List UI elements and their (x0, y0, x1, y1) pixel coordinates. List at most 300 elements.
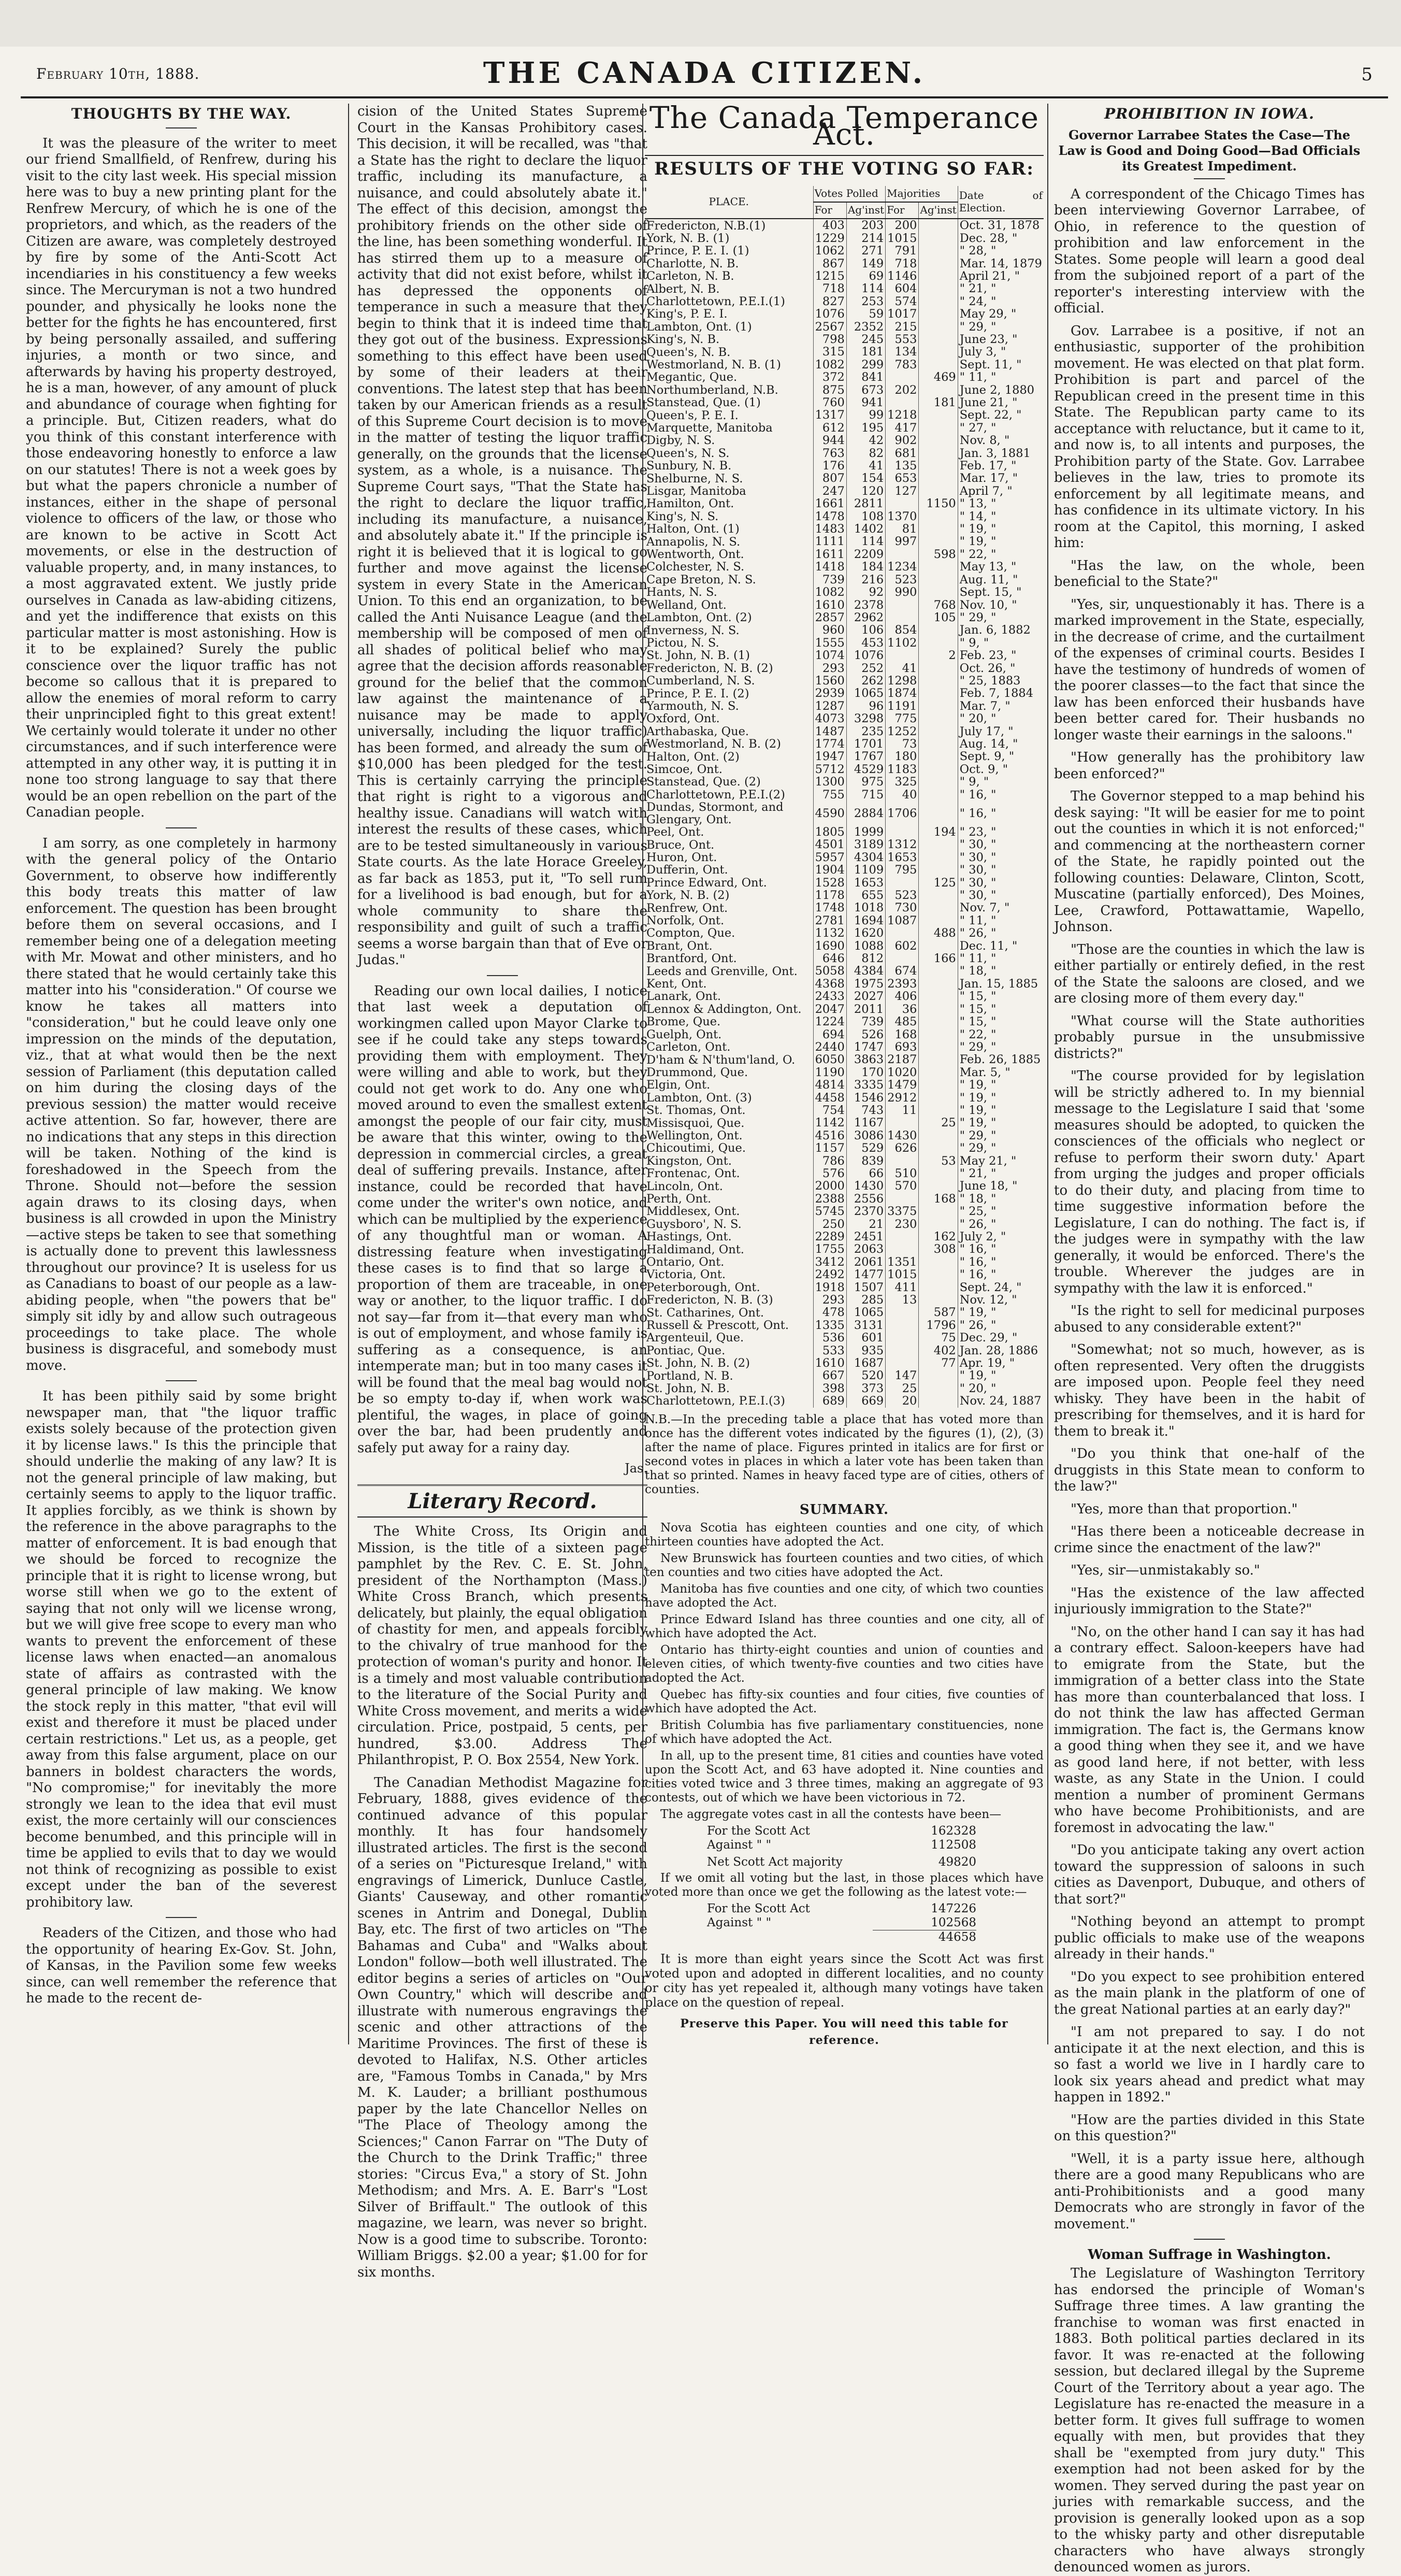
row-election-date: " 18, " (958, 1193, 1044, 1205)
row-place: Wentworth, Ont. (646, 548, 744, 562)
row-majority-for: 1087 (886, 914, 919, 927)
row-majority-for: 134 (886, 346, 919, 358)
row-majority-against: 469 (919, 371, 958, 383)
row-votes-for: 4516 (813, 1129, 846, 1142)
row-election-date: " 22, " (958, 548, 1044, 561)
row-place: Haldimand, Ont. (646, 1242, 744, 1256)
row-place: Prince Edward, Ont. (646, 876, 767, 890)
row-election-date: " 20, " (958, 712, 1044, 725)
row-majority-against (919, 282, 958, 295)
row-majority-for: 1234 (886, 561, 919, 573)
row-votes-against: 520 (846, 1369, 885, 1382)
row-votes-against: 271 (846, 245, 885, 257)
row-majority-against: 2 (919, 649, 958, 662)
table-row (645, 321, 1044, 333)
row-election-date: " 19, " (958, 1117, 1044, 1129)
section-rule (166, 1380, 197, 1381)
row-majority-for: 230 (886, 1218, 919, 1230)
col-header-against: Ag'inst (919, 202, 958, 219)
row-votes-against: 4529 (846, 763, 885, 776)
title-rule (645, 155, 1044, 156)
row-majority-for: 406 (886, 990, 919, 1003)
page-number: 5 (1361, 64, 1373, 85)
row-place: Kingston, Ont. (646, 1154, 732, 1168)
page-edge (0, 0, 1401, 47)
row-majority-against (919, 687, 958, 699)
row-place: Lanark, Ont. (646, 990, 721, 1004)
row-place: Peterborough, Ont. (646, 1280, 760, 1294)
row-votes-against: 669 (846, 1395, 885, 1407)
row-place: York, N. B. (2) (646, 889, 730, 903)
row-votes-against: 2811 (846, 497, 885, 510)
row-votes-for: 1748 (813, 901, 846, 914)
net-majority-label: Net Scott Act majority (707, 1855, 843, 1869)
row-place: Stanstead, Que. (2) (646, 775, 761, 789)
row-majority-against (919, 1041, 958, 1053)
row-majority-for: 1479 (886, 1079, 919, 1091)
table-row (645, 1041, 1044, 1053)
table-row (645, 548, 1044, 561)
table-row (645, 1117, 1044, 1129)
row-election-date: Oct. 31, 1878 (958, 219, 1044, 232)
row-majority-against (919, 662, 958, 675)
row-majority-for: 25 (886, 1382, 919, 1395)
table-row (645, 952, 1044, 965)
row-votes-for: 4814 (813, 1079, 846, 1091)
table-row (645, 927, 1044, 939)
row-place: Peel, Ont. (646, 825, 704, 839)
row-votes-for: 2492 (813, 1268, 846, 1281)
interview-line: "Yes, sir—unmistakably so." (1071, 1563, 1260, 1578)
row-majority-for (886, 396, 919, 409)
row-votes-for: 755 (813, 789, 846, 801)
row-votes-for: 1190 (813, 1066, 846, 1079)
row-majority-for: 36 (886, 1003, 919, 1015)
row-election-date: " 14, " (958, 510, 1044, 523)
row-majority-for: 1191 (886, 700, 919, 712)
row-majority-for: 11 (886, 1104, 919, 1117)
row-votes-for: 5058 (813, 965, 846, 977)
interview-line: "What course will the State authorities probably pursue in the unsubmissive districts?" (1054, 1013, 1365, 1062)
row-votes-against: 715 (846, 789, 885, 801)
col-header-for: For (886, 202, 919, 219)
row-place: King's, N. B. (646, 333, 720, 347)
table-row (645, 725, 1044, 738)
row-majority-for (886, 952, 919, 965)
row-majority-for: 135 (886, 460, 919, 472)
row-votes-for: 2047 (813, 1003, 846, 1015)
row-election-date: " 11, " (958, 914, 1044, 927)
row-votes-for: 4501 (813, 838, 846, 851)
row-place: Halton, Ont. (1) (646, 522, 740, 536)
row-votes-against: 743 (846, 1104, 885, 1117)
table-row (645, 1357, 1044, 1369)
row-votes-against: 2378 (846, 599, 885, 611)
row-majority-against (919, 1218, 958, 1230)
row-votes-against: 66 (846, 1167, 885, 1180)
row-votes-for: 1287 (813, 700, 846, 712)
table-row (645, 1268, 1044, 1281)
row-votes-against: 69 (846, 270, 885, 282)
row-place: Chicoutimi, Que. (646, 1141, 746, 1155)
row-majority-for: 990 (886, 586, 919, 598)
row-election-date: Nov. 10, " (958, 599, 1044, 611)
interview-line: "Those are the counties in which the law is either partially or entirely defied, in the rest of the State the saloons are closed, and we are closing more of them every day." (1054, 941, 1365, 1006)
row-place: Missisquoi, Que. (646, 1116, 745, 1130)
thoughts-paragraph: It was the pleasure of the writer to meet our friend Smallfield, of Renfrew, during his visit to the city last week. His special mission here was to buy a new printing plant for the Renfrew Mercury, of which he is one of the proprietors, and which, as the readers of the Citizen are aware, was completely destroyed by fire by some of the Anti-Scott Act incendiaries in his constituency a few weeks since. The Mercuryman is not a two hundred pounder, and physically he looks none the better for the fights he has encountered, first by being personally assailed, and suffering injuries, a month or two since, and afterwards by having his property destroyed, he is a man, however, of any amount of pluck and abundance of courage when fighting for a principle. But, Citizen readers, what do you think of this constant interference with those endeavoring honestly to enforce a law on our statutes! There is not a week goes by but what the papers chronicle a number of instances, either in the shape of personal violence to officers of the law, or those who are known to be active in Scott Act movements, or else in the destruction of valuable property, and, in many instances, to a most aggravated extent. We justly pride ourselves in Canada as law-abiding citizens, and yet the indifference that exists on this particular matter is most astonishing. How is it to be explained? Surely the public conscience over the liquor traffic has not become so callous that it is prepared to allow the enemies of moral reform to carry their unprincipled fight to this great extent! We certainly would tolerate it under no other circumstances, and if such interference were attempted in any other way, it is putting it in none too strong language to say that there would be an open rebellion on the part of the Canadian people. (26, 135, 337, 820)
table-row (645, 333, 1044, 346)
row-majority-for: 20 (886, 1395, 919, 1407)
row-votes-for: 1178 (813, 889, 846, 901)
latest-votes (707, 1902, 976, 1944)
section-rule (166, 1917, 197, 1918)
row-votes-for: 1805 (813, 826, 846, 838)
table-row (645, 1180, 1044, 1192)
row-election-date: " 29, " (958, 1129, 1044, 1142)
row-majority-for: 200 (886, 219, 919, 232)
row-majority-for: 1020 (886, 1066, 919, 1079)
row-votes-against: 2061 (846, 1256, 885, 1268)
table-row (645, 308, 1044, 320)
row-votes-for: 875 (813, 384, 846, 396)
closing-paragraph: It is more than eight years since the Scott Act was first voted upon and adopted in different localities, and no county or city has yet repealed it, although many votings have taken place on the question of repeal. (645, 1952, 1044, 2010)
row-election-date: Dec. 29, " (958, 1332, 1044, 1344)
table-row (645, 675, 1044, 687)
row-votes-against: 1694 (846, 914, 885, 927)
row-votes-against: 262 (846, 675, 885, 687)
row-majority-for: 1351 (886, 1256, 919, 1268)
row-election-date: June 2, 1880 (958, 384, 1044, 396)
row-votes-against: 373 (846, 1382, 885, 1395)
row-majority-against (919, 1104, 958, 1117)
row-election-date: " 19, " (958, 1306, 1044, 1319)
row-votes-against: 154 (846, 472, 885, 484)
row-election-date: July 3, " (958, 346, 1044, 358)
row-election-date: Jan. 28, 1886 (958, 1344, 1044, 1357)
row-majority-against (919, 914, 958, 927)
row-votes-against: 3131 (846, 1319, 885, 1332)
row-majority-against (919, 586, 958, 598)
row-votes-against: 170 (846, 1066, 885, 1079)
row-election-date: " 19, " (958, 1369, 1044, 1382)
row-election-date: May 13, " (958, 561, 1044, 573)
row-votes-against: 655 (846, 889, 885, 901)
row-majority-for: 1706 (886, 801, 919, 826)
row-votes-for: 1755 (813, 1243, 846, 1255)
row-majority-against (919, 434, 958, 447)
row-votes-against: 2011 (846, 1003, 885, 1015)
row-votes-for: 1483 (813, 523, 846, 535)
row-election-date: " 25, " (958, 1205, 1044, 1218)
preserve-notice: Preserve this Paper. You will need this table for reference. (680, 2017, 1008, 2047)
row-majority-against (919, 889, 958, 901)
table-row (645, 447, 1044, 460)
row-votes-against: 1109 (846, 864, 885, 876)
row-place: Charlottetown, P.E.I.(2) (646, 788, 785, 802)
row-place: Inverness, N. S. (646, 623, 740, 637)
row-election-date: Nov. 8, " (958, 434, 1044, 447)
row-majority-for (886, 927, 919, 939)
row-place: Lennox & Addington, Ont. (646, 1002, 802, 1016)
row-votes-for: 1074 (813, 649, 846, 662)
row-majority-against (919, 574, 958, 586)
row-votes-against: 1167 (846, 1117, 885, 1129)
row-votes-against: 1701 (846, 738, 885, 750)
row-votes-for: 478 (813, 1306, 846, 1319)
row-votes-against: 92 (846, 586, 885, 598)
row-majority-against (919, 460, 958, 472)
interview-line: "I am not prepared to say. I do not anticipate it at the next election, and this is so fast a world we live in I hardly care to look six years ahead and predict what may happen in 1892." (1054, 2024, 1365, 2105)
row-place: Shelburne, N. S. (646, 471, 743, 485)
row-votes-for: 1610 (813, 1357, 846, 1369)
row-majority-against (919, 333, 958, 346)
row-election-date: " 28, " (958, 245, 1044, 257)
row-majority-against (919, 1180, 958, 1192)
row-majority-for: 147 (886, 1369, 919, 1382)
row-majority-for: 127 (886, 485, 919, 497)
agg-against-label: Against " " (707, 1838, 772, 1852)
table-row (645, 738, 1044, 750)
row-votes-against: 2451 (846, 1230, 885, 1243)
row-majority-against (919, 1294, 958, 1306)
row-votes-against: 114 (846, 282, 885, 295)
row-votes-against: 3086 (846, 1129, 885, 1142)
row-majority-for: 13 (886, 1294, 919, 1306)
row-majority-against (919, 308, 958, 320)
table-row (645, 763, 1044, 776)
table-row (645, 371, 1044, 383)
table-row (645, 801, 1044, 826)
row-votes-for: 763 (813, 447, 846, 460)
row-votes-against: 114 (846, 535, 885, 548)
row-votes-for: 807 (813, 472, 846, 484)
table-row (645, 1015, 1044, 1028)
row-votes-for: 1478 (813, 510, 846, 523)
table-row (645, 561, 1044, 573)
row-votes-against: 285 (846, 1294, 885, 1306)
row-majority-against: 168 (919, 1193, 958, 1205)
row-majority-for (886, 826, 919, 838)
row-votes-for: 4368 (813, 978, 846, 990)
row-majority-for: 202 (886, 384, 919, 396)
row-votes-for: 398 (813, 1382, 846, 1395)
row-votes-for: 176 (813, 460, 846, 472)
table-row (645, 346, 1044, 358)
row-election-date: " 16, " (958, 1268, 1044, 1281)
row-votes-for: 689 (813, 1395, 846, 1407)
row-majority-for (886, 1344, 919, 1357)
row-votes-for: 1142 (813, 1117, 846, 1129)
row-votes-for: 1076 (813, 308, 846, 320)
row-place: Carleton, N. B. (646, 269, 734, 283)
table-row (645, 1167, 1044, 1180)
row-majority-against: 308 (919, 1243, 958, 1255)
row-place: Stanstead, Que. (1) (646, 396, 761, 410)
row-votes-against: 3298 (846, 712, 885, 725)
column-4 (1054, 104, 1365, 2575)
row-votes-for: 867 (813, 257, 846, 270)
row-votes-for: 1157 (813, 1142, 846, 1154)
summary-item: British Columbia has five parliamentary constituencies, none of which have adopted the Act. (645, 1719, 1044, 1747)
table-row (645, 687, 1044, 699)
row-votes-for: 2440 (813, 1041, 846, 1053)
row-votes-for: 293 (813, 662, 846, 675)
row-place: Fredericton, N. B. (3) (646, 1293, 773, 1307)
heading-rule (1194, 178, 1225, 179)
table-row (645, 245, 1044, 257)
row-place: Prince, P. E. I. (1) (646, 244, 749, 258)
row-place: Brome, Que. (646, 1015, 721, 1029)
row-majority-for: 1015 (886, 232, 919, 245)
row-votes-for: 827 (813, 295, 846, 308)
row-votes-against: 2352 (846, 321, 885, 333)
row-votes-against: 1477 (846, 1268, 885, 1281)
table-row (645, 990, 1044, 1003)
row-majority-against (919, 700, 958, 712)
col-header-majorities: Majorities (886, 186, 958, 202)
row-majority-for: 41 (886, 662, 919, 675)
table-row (645, 914, 1044, 927)
row-place: Hants, N. S. (646, 585, 717, 599)
row-majority-against (919, 789, 958, 801)
row-place: Fredericton, N.B.(1) (646, 219, 766, 233)
row-majority-for: 1102 (886, 637, 919, 649)
row-votes-for: 4073 (813, 712, 846, 725)
row-election-date: " 23, " (958, 826, 1044, 838)
row-place: Perth, Ont. (646, 1192, 712, 1206)
row-election-date: Mar. 7, " (958, 700, 1044, 712)
row-majority-for: 417 (886, 422, 919, 434)
row-majority-for: 1312 (886, 838, 919, 851)
newspaper-title: THE CANADA CITIZEN. (483, 56, 926, 90)
table-row (645, 901, 1044, 914)
row-majority-against (919, 838, 958, 851)
row-majority-for (886, 497, 919, 510)
row-majority-against (919, 738, 958, 750)
row-votes-for: 1690 (813, 940, 846, 952)
row-votes-against: 1999 (846, 826, 885, 838)
row-votes-for: 533 (813, 1344, 846, 1357)
row-election-date: " 22, " (958, 1028, 1044, 1041)
row-place: Marquette, Manitoba (646, 421, 773, 435)
row-majority-for (886, 611, 919, 624)
row-place: Digby, N. S. (646, 434, 715, 448)
row-majority-against: 105 (919, 611, 958, 624)
row-majority-for (886, 1155, 919, 1167)
row-election-date: Sept. 11, " (958, 359, 1044, 371)
row-votes-for: 1661 (813, 497, 846, 510)
row-majority-against (919, 1142, 958, 1154)
row-place: Queen's, N. S. (646, 446, 730, 460)
row-place: Arthabaska, Que. (646, 724, 749, 738)
row-place: Colchester, N. S. (646, 560, 745, 574)
column-rule (1047, 104, 1048, 2044)
row-majority-for: 681 (886, 447, 919, 460)
interview-line: "How generally has the prohibitory law been enforced?" (1054, 750, 1365, 782)
results-heading: RESULTS OF THE VOTING SO FAR: (654, 159, 1034, 179)
row-majority-for (886, 1117, 919, 1129)
table-row (645, 574, 1044, 586)
table-row (645, 1053, 1044, 1066)
row-votes-against: 203 (846, 219, 885, 232)
row-majority-against (919, 1028, 958, 1041)
row-majority-against (919, 232, 958, 245)
row-election-date: Feb. 17, " (958, 460, 1044, 472)
row-votes-against: 1088 (846, 940, 885, 952)
table-row (645, 1344, 1044, 1357)
row-majority-against: 181 (919, 396, 958, 409)
row-votes-against: 935 (846, 1344, 885, 1357)
row-majority-against (919, 219, 958, 232)
row-votes-for: 1229 (813, 232, 846, 245)
row-votes-against: 841 (846, 371, 885, 383)
row-election-date: Sept. 15, " (958, 586, 1044, 598)
row-votes-against: 181 (846, 346, 885, 358)
row-election-date: " 18, " (958, 965, 1044, 977)
row-majority-for: 1653 (886, 851, 919, 864)
row-majority-against (919, 776, 958, 788)
thoughts-paragraph: Readers of the Citizen, and those who had the opportunity of hearing Ex-Gov. St. John, of Kansas, in the Pavilion some few weeks since, can well remember the reference that he made to the recent de- (26, 1925, 337, 2006)
row-election-date: Jan. 15, 1885 (958, 978, 1044, 990)
row-majority-against (919, 965, 958, 977)
row-majority-against (919, 1092, 958, 1104)
aggregate-votes (707, 1824, 976, 1869)
row-majority-against (919, 990, 958, 1003)
row-majority-for: 2912 (886, 1092, 919, 1104)
summary-item: Quebec has fifty-six counties and four cities, five counties of which have adopted the Act. (645, 1688, 1044, 1716)
row-votes-against: 42 (846, 434, 885, 447)
row-majority-for (886, 877, 919, 889)
row-votes-against: 839 (846, 1155, 885, 1167)
row-votes-for: 694 (813, 1028, 846, 1041)
row-place: Middlesex, Ont. (646, 1205, 740, 1219)
table-row (645, 510, 1044, 523)
row-votes-against: 4384 (846, 965, 885, 977)
table-row (645, 826, 1044, 838)
row-majority-for: 40 (886, 789, 919, 801)
woman-suffrage-paragraph: The Legislature of Washington Territory has endorsed the principle of Woman's Suffrage three times. A law granting the franchise to woman was first enacted in 1883. Both political parties declared in its favor. It was re-enacted at the following session, but declared illegal by the Supreme Court of the Territory about a year ago. The Legislature has re-enacted the measure in a better form. It gives full suffrage to women equally with men, but provides that they shall be "exempted from jury duty." This exemption had not been asked for by the women. They served during the past year on juries with remarkable success, and the provision is generally looked upon as a sop to the whisky party and other disreputable characters who have always strongly denounced women as jurors. (1054, 2266, 1365, 2575)
row-majority-against (919, 1079, 958, 1091)
voting-results-table (645, 186, 1044, 1408)
row-votes-against: 2370 (846, 1205, 885, 1218)
row-election-date: Feb. 23, " (958, 649, 1044, 662)
table-row (645, 232, 1044, 245)
table-row (645, 1066, 1044, 1079)
row-votes-against: 2209 (846, 548, 885, 561)
row-place: Queen's, P. E. I. (646, 408, 739, 422)
row-election-date: Sept. 24, " (958, 1281, 1044, 1294)
table-row (645, 1205, 1044, 1218)
row-votes-against: 739 (846, 1015, 885, 1028)
row-majority-for: 180 (886, 750, 919, 763)
row-votes-against: 3189 (846, 838, 885, 851)
row-majority-for (886, 1243, 919, 1255)
interview-line: "Do you think that one-half of the druggists in this State mean to conform to the law?" (1054, 1446, 1365, 1494)
row-votes-for: 667 (813, 1369, 846, 1382)
table-row (645, 434, 1044, 447)
section-rule (1194, 2239, 1225, 2240)
table-row (645, 838, 1044, 851)
row-votes-for: 1111 (813, 535, 846, 548)
interview-line: "Do you anticipate taking any overt action toward the suppression of saloons in such cities as Davenport, Dubuque, and others of that sort?" (1054, 1842, 1365, 1907)
summary-item: Manitoba has five counties and one city, of which two counties have adopted the Act. (645, 1582, 1044, 1610)
row-majority-against: 125 (919, 877, 958, 889)
row-election-date: " 19, " (958, 1104, 1044, 1117)
row-majority-against: 488 (919, 927, 958, 939)
table-row (645, 270, 1044, 282)
row-votes-for: 3412 (813, 1256, 846, 1268)
row-place: Lisgar, Manitoba (646, 484, 746, 498)
